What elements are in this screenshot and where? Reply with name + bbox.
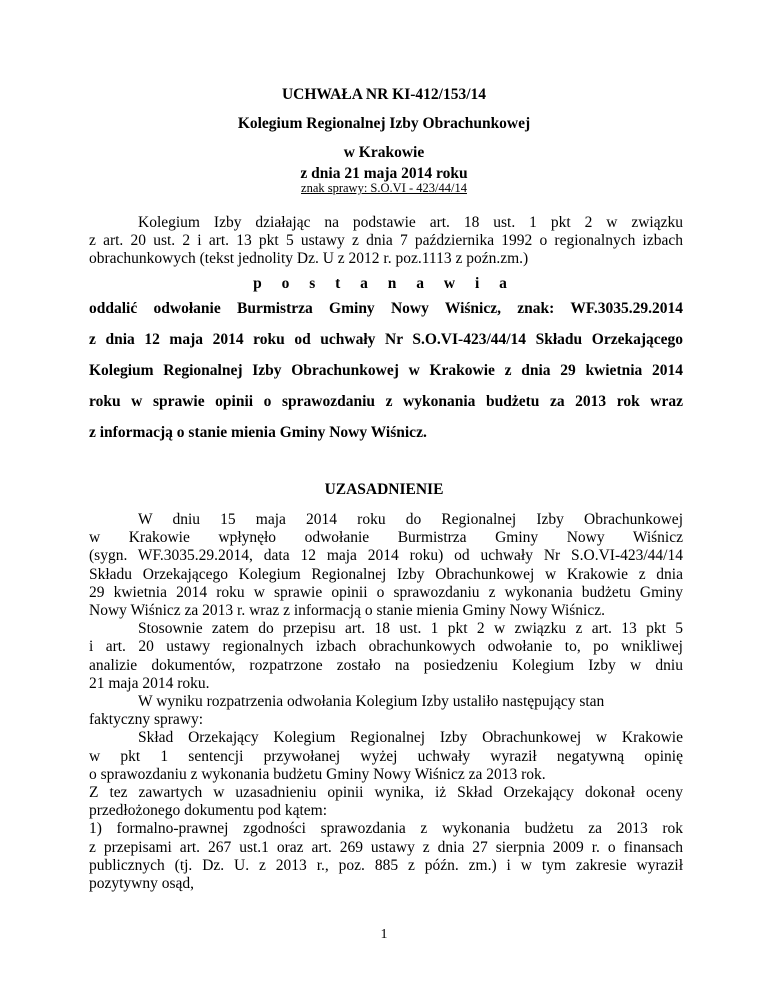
decision-line: z informacją o stanie mienia Gminy Nowy Wiśnicz. (89, 424, 427, 441)
decision-line: Kolegium Regionalnej Izby Obrachunkowej w Krakowie z dnia 29 kwietnia 2014 (89, 362, 683, 379)
justification-line: 21 maja 2014 roku. (89, 674, 210, 692)
decision-line: oddalić odwołanie Burmistrza Gminy Nowy Wiśnicz, znak: WF.3035.29.2014 (89, 300, 683, 317)
justification-line: Nowy Wiśnicz za 2013 r. wraz z informacją o stanie mienia Gminy Nowy Wiśnicz. (89, 602, 605, 620)
resolution-title: UCHWAŁA NR KI-412/153/14 (281, 86, 487, 103)
justification-body (89, 511, 683, 893)
intro-line: Kolegium Izby działając na podstawie art. 18 ust. 1 pkt 2 w związku (138, 214, 683, 231)
issuer-place: w Krakowie (343, 144, 425, 161)
justification-line: w pkt 1 sentencji przywołanej wyżej uchwały wyraził negatywną opinię (89, 747, 683, 765)
justification-line: w Krakowie wpłynęło odwołanie Burmistrza Gminy Nowy Wiśnicz (89, 529, 683, 547)
decision-paragraph (89, 293, 683, 448)
intro-line: z art. 20 ust. 2 i art. 13 pkt 5 ustawy z dnia 7 października 1992 o regionalnych izbach (89, 232, 683, 249)
justification-line: Skład Orzekający Kolegium Regionalnej Izby Obrachunkowej w Krakowie (138, 729, 683, 747)
case-reference: znak sprawy: S.O.VI - 423/44/14 (301, 181, 467, 195)
decision-line: roku w sprawie opinii o sprawozdaniu z wykonania budżetu za 2013 rok wraz (89, 393, 683, 410)
justification-line: Z tez zawartych w uzasadnieniu opinii wynika, iż Skład Orzekający dokonał oceny (89, 784, 683, 802)
justification-line: W wyniku rozpatrzenia odwołania Kolegium Izby ustaliło następujący stan (138, 693, 605, 711)
decision-line: z dnia 12 maja 2014 roku od uchwały Nr S.O.VI-423/44/14 Składu Orzekającego (89, 331, 683, 348)
justification-line: analizie dokumentów, rozpatrzone zostało na posiedzeniu Kolegium Izby w dniu (89, 656, 683, 674)
resolves-heading: p o s t a n a w i a (253, 275, 515, 292)
justification-line: (sygn. WF.3035.29.2014, data 12 maja 2014 roku) od uchwały Nr S.O.VI-423/44/14 (89, 547, 683, 565)
resolution-date: z dnia 21 maja 2014 roku (300, 165, 468, 182)
justification-line: przedłożonego dokumentu pod kątem: (89, 802, 328, 820)
justification-line: Składu Orzekającego Kolegium Regionalnej Izby Obrachunkowej w Krakowie z dnia (89, 565, 683, 583)
justification-heading: UZASADNIENIE (324, 481, 444, 498)
justification-line: publicznych (tj. Dz. U. z 2013 r., poz. 885 z późn. zm.) i w tym zakresie wyraził (89, 856, 683, 874)
issuer-name: Kolegium Regionalnej Izby Obrachunkowej (237, 115, 531, 132)
justification-line: 29 kwietnia 2014 roku w sprawie opinii o sprawozdaniu z wykonania budżetu Gminy (89, 583, 683, 601)
justification-line: z przepisami art. 267 ust.1 oraz art. 269 ustawy z dnia 27 sierpnia 2009 r. o finansach (89, 838, 683, 856)
page-number: 1 (380, 927, 388, 942)
justification-line: pozytywny osąd, (89, 875, 195, 893)
intro-line: obrachunkowych (tekst jednolity Dz. U z 2012 r. poz.1113 z poźn.zm.) (89, 250, 529, 267)
justification-line: Stosownie zatem do przepisu art. 18 ust. 1 pkt 2 w związku z art. 13 pkt 5 (138, 620, 683, 638)
justification-line: W dniu 15 maja 2014 roku do Regionalnej Izby Obrachunkowej (138, 511, 683, 528)
justification-line: 1) formalno-prawnej zgodności sprawozdania z wykonania budżetu za 2013 rok (89, 820, 683, 838)
justification-line: i art. 20 ustawy regionalnych izbach obrachunkowych odwołanie to, po wnikliwej (89, 638, 683, 656)
justification-line: o sprawozdaniu z wykonania budżetu Gminy Nowy Wiśnicz za 2013 rok. (89, 765, 546, 783)
intro-paragraph (89, 214, 683, 268)
justification-line: faktyczny sprawy: (89, 711, 204, 729)
